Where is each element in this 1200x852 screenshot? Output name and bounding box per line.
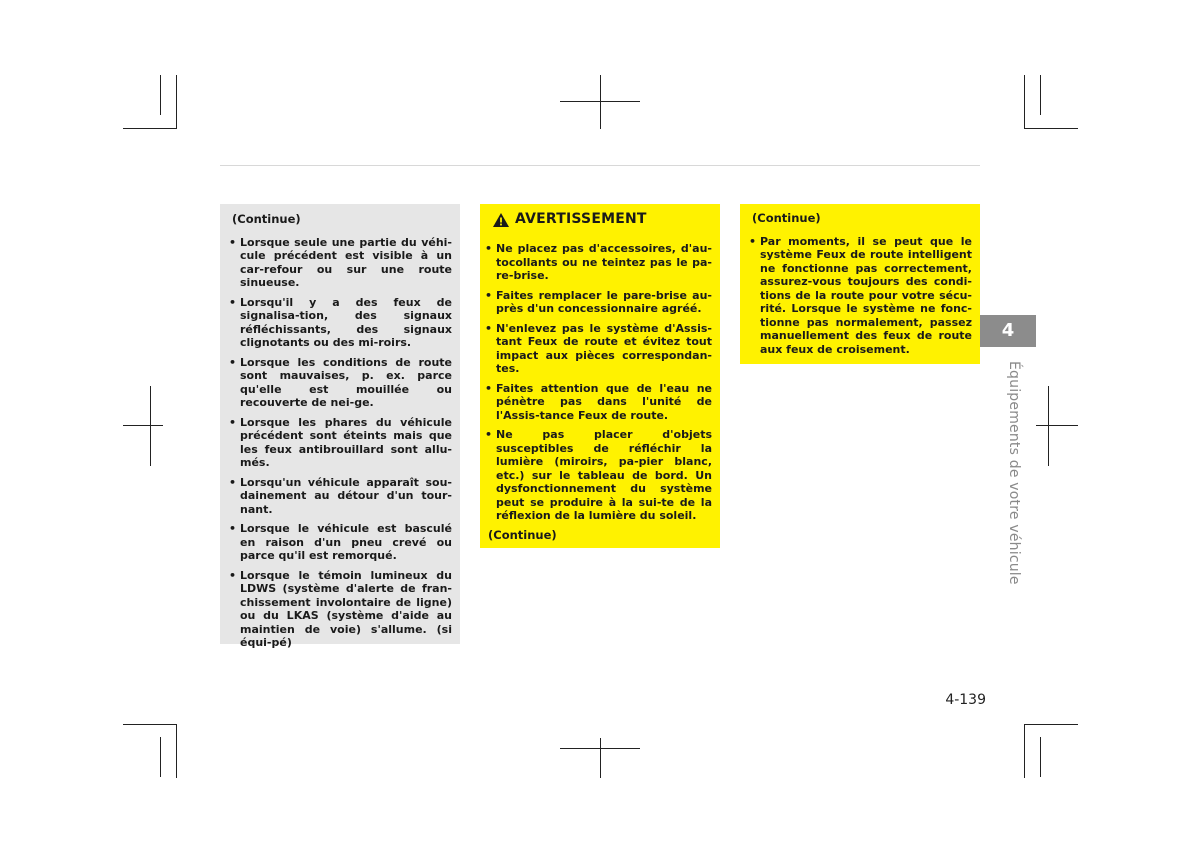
warning-header [492,212,712,228]
bullet-list [488,242,712,523]
crop-mark [600,738,601,778]
list-item: • Lorsque seule une partie du véhi-cule précédent est visible à un car-refour ou sur une route sinueuse. [232,236,452,290]
crop-mark [1040,737,1041,777]
note-box-left [220,204,460,649]
crop-mark [1036,425,1078,426]
list-item: • Lorsque les phares du véhicule précédent sont éteints mais que les feux antibrouillard sont allu-més. [232,416,452,470]
list-item: • Faites remplacer le pare-brise au-près d'un concessionnaire agréé. [488,289,712,316]
list-item: • Lorsqu'un véhicule apparaît sou-dainement au détour d'un tour-nant. [232,476,452,517]
list-item: • Ne placez pas d'accessoires, d'au-tocollants ou ne teintez pas le pa-re-brise. [488,242,712,283]
crop-mark [176,724,177,778]
crop-mark [560,748,640,749]
warning-title: AVERTISSEMENT [515,211,647,228]
warning-box [480,204,720,548]
list-item: • N'enlevez pas le système d'Assis-tant Feux de route et évitez tout impact aux pièces correspondan-tes. [488,322,712,376]
list-item: • Lorsque le véhicule est basculé en raison d'un pneu crevé ou parce qu'il est remorqué. [232,522,452,563]
crop-mark [600,75,601,129]
list-item: • Lorsque les conditions de route sont mauvaises, p. ex. parce qu'elle est mouillée ou recouverte de nei-ge. [232,356,452,410]
crop-mark [150,386,151,466]
crop-mark [1024,724,1025,778]
crop-mark [123,724,177,725]
chapter-tab: 4 [980,315,1036,347]
warning-triangle-icon [492,212,510,228]
continued-label: (Continue) [752,211,821,225]
bullet-list [752,235,972,357]
continued-label: (Continue) [232,212,301,226]
list-item: • Par moments, il se peut que le système Feux de route intelligent ne fonctionne pas correctement, assurez-vous toujours des condi-tions de la route pour votre sécu-rité. Lorsque le système ne fonc-tionne pas normalement, passez manuellement des feux de route aux feux de croisement. [752,235,972,357]
page-number: 4-139 [945,692,986,708]
bullet-list [232,236,452,650]
crop-mark [160,737,161,777]
crop-mark [1024,128,1078,129]
header-rule [220,165,980,166]
crop-mark [176,75,177,129]
crop-mark [160,75,161,115]
crop-mark [560,101,640,102]
warning-box-continued [740,204,980,364]
crop-mark [1024,75,1025,129]
list-item: • Ne pas placer d'objets susceptibles de réfléchir la lumière (miroirs, pa-pier blanc, etc.) sur le tableau de bord. Un dysfonctionnement du système peut se produire à la sui-te de la réflexion de la lumière du soleil. [488,428,712,523]
crop-mark [1024,724,1078,725]
list-item: • Faites attention que de l'eau ne pénètre pas dans l'unité de l'Assis-tance Feux de route. [488,382,712,423]
chapter-label: Équipements de votre véhicule [1006,361,1022,585]
crop-mark [1040,75,1041,115]
crop-mark [1048,386,1049,466]
crop-mark [123,425,163,426]
list-item: • Lorsqu'il y a des feux de signalisa-tion, des signaux réfléchissants, des signaux clignotants ou des mi-roirs. [232,296,452,350]
crop-mark [123,128,177,129]
list-item: • Lorsque le témoin lumineux du LDWS (système d'alerte de fran-chissement involontaire de ligne) ou du LKAS (système d'aide au maintien de voie) s'allume. (si équi-pé) [232,569,452,650]
continued-label: (Continue) [488,527,557,542]
